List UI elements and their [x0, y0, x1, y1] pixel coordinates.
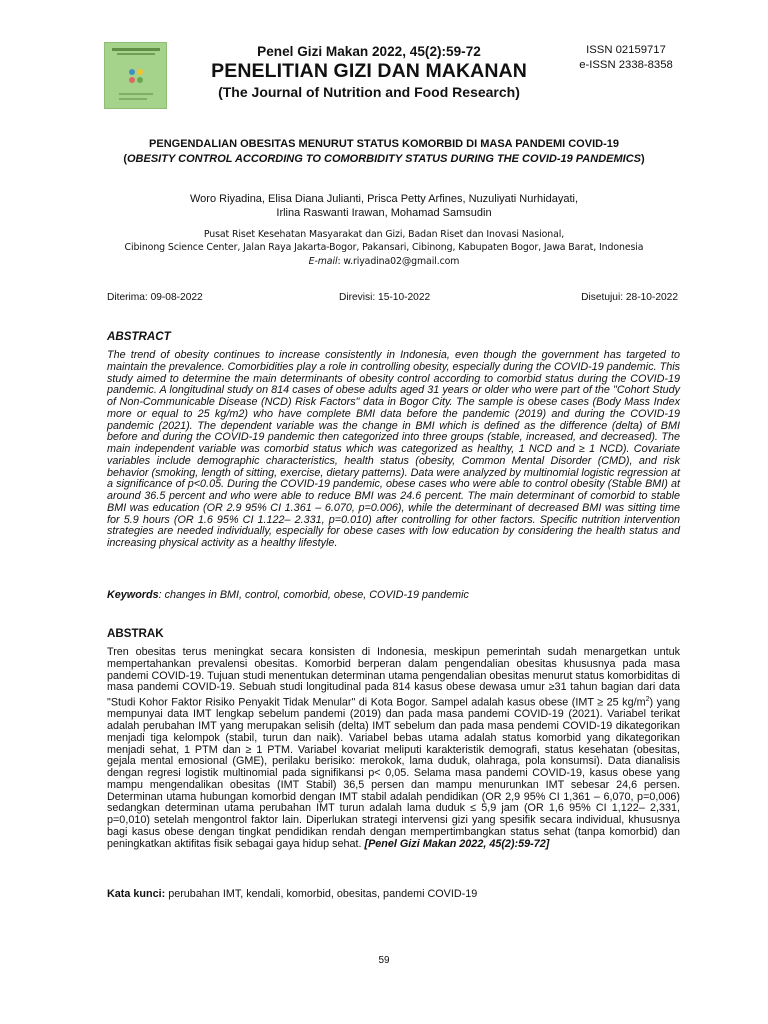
- keywords-en: [107, 589, 680, 601]
- cover-text-line: [119, 93, 153, 95]
- keywords-id: [107, 888, 680, 900]
- authors-line-1: Woro Riyadina, Elisa Diana Julianti, Prisca Petty Arfines, Nuzuliyati Nurhidayati,: [189, 193, 579, 205]
- date-accepted: Disetujui: 28-10-2022: [581, 292, 678, 303]
- article-title-en: [100, 152, 668, 167]
- affiliation: [80, 228, 688, 268]
- affiliation-line-2: Cibinong Science Center, Jalan Raya Jakarta-Bogor, Pakansari, Cibinong, Kabupaten Bogor, Jawa Barat, Indonesia: [124, 242, 644, 254]
- superscript-2: 2: [645, 696, 650, 703]
- title-en-open-paren: (: [123, 152, 127, 165]
- abstract-en-text: The trend of obesity continues to increase consistently in Indonesia, even though the government has targeted to maintain the prevalence. Comorbidities play a role in controlling obesity, especially during the COVID-19 pandemic. This study aimed to determine the main determinants of obesity control according to comorbid status during the COVID-19 pandemic. A longitudinal study on 814 cases of obese adults aged 31 years or older who were part of the "Cohort Study of Non-Communicable Disease (NCD) Risk Factors" data in Bogor City. The sample is obese cases (Body Mass Index more or equal to 25 kg/m2) who have complete BMI data before the pandemic (2019) and during the COVID-19 pandemic (2021). The dependent variable was the change in BMI which is defined as the difference (delta) of BMI before and during the COVID-19 pandemic then categorized into three groups (stable, increased, and decreased). The main independent variable was comorbid status which was categorized as healthy, 1 NCD and ≥ 1 NCD). Covariate variables include demographic characteristics, health status (obesity, Common Mental Disorder (CMD), and risk behavior (smoking, length of sitting, exercise, dietary patterns). Data were analyzed by multinomial logistic regression at a significance of p<0.05. During the COVID-19 pandemic, obese cases who were able to control obesity (Stable BMI) at around 36.5 percent and who were able to reduce BMI was 24.6 percent. The main determinant of comorbid to stable BMI was education (OR 2.9 95% CI 1.361 – 6.070, p=0.006), while the determinant of decreased BMI was sitting time for 5.9 hours (OR 1.6 95% CI 1.122– 2.331, p=0.010) after controlling for other factors. Specific nutrition intervention strategies are needed individually, especially for obese cases with low education by considering the health status and increasing physical activity as a healthy lifestyle.: [107, 349, 680, 549]
- article-title: [100, 137, 668, 166]
- author-list: [100, 193, 668, 220]
- email-label: E-mail: [308, 255, 338, 267]
- abstrak-citation: [Penel Gizi Makan 2022, 45(2):59-72]: [361, 837, 550, 850]
- eissn: e-ISSN 2338-8358: [579, 59, 673, 71]
- page-number: 59: [378, 955, 390, 966]
- cover-title-bar: [112, 48, 160, 51]
- cover-text-line: [119, 98, 147, 100]
- cover-logo-icon: [127, 67, 145, 85]
- email-line: [80, 255, 688, 268]
- abstrak-text: [107, 647, 680, 850]
- abstract-heading: ABSTRACT: [107, 330, 171, 343]
- keywords-label: Keywords: [107, 589, 159, 601]
- journal-name: PENELITIAN GIZI DAN MAKANAN: [211, 60, 527, 82]
- authors-line-2: Irlina Raswanti Irawan, Mohamad Samsudin: [276, 206, 492, 219]
- article-dates: [107, 292, 678, 306]
- article-title-en-text: OBESITY CONTROL ACCORDING TO COMORBIDITY STATUS DURING THE COVID-19 PANDEMICS: [127, 152, 641, 165]
- journal-citation: Penel Gizi Makan 2022, 45(2):59-72: [257, 44, 481, 59]
- affiliation-line-1: Pusat Riset Kesehatan Masyarakat dan Gizi, Badan Riset dan Inovasi Nasional,: [203, 229, 565, 240]
- email-address[interactable]: : w.riyadina02@gmail.com: [337, 255, 460, 267]
- keywords-list: : changes in BMI, control, comorbid, obese, COVID-19 pandemic: [158, 589, 469, 601]
- abstrak-text-part-2: ) yang mempunyai data IMT lengkap sebelum pandemi (2019) dan pada masa pandemi COVID-19 (2021). Variabel terikat adalah perubahan IMT yang merupakan selisih (delta) IMT sebelum dan pada masa pendemi COVID-19 dikategorikan menjadi tiga kelompok (stabil, turun dan naik). Variabel bebas utama adalah status komorbid yang dikategorikan menjadi sehat, 1 PTM dan ≥ 1 PTM. Variabel kovariat meliputi karakteristik demografi, status kesehatan (obesitas, gejala mental emosional (GME), perilaku berisiko: merokok, lama duduk, olahraga, pola konsumsi). Data dianalisis dengan regresi logistik multinomial pada signifikansi p< 0,05. Selama masa pandemi COVID-19, kasus obese yang mampu mengendalikan obesitas (IMT Stabil) 36,5 persen dan mampu menurunkan IMT sebesar 24,6 persen. Determinan utama hubungan komorbid dengan IMT stabil adalah pendidikan (OR 2,9 95% CI 1,361 – 6,070, p=0,006) sedangkan determinan utama perubahan IMT turun adalah lama duduk ≤ 5,9 jam (OR 1,6 95% CI 1,122– 2,331, p=0,010) setelah mengontrol faktor lain. Diperlukan strategi intervensi gizi yang spesifik secara individual, khususnya bagi kasus obese dengan tingkat pendidikan rendah dengan mempertimbangkan status sehat (tanpa komorbid) dan peningkatkan aktifitas fisik sebagai gaya hidup sehat.: [107, 696, 680, 850]
- abstrak-text-part-1: Tren obesitas terus meningkat secara konsisten di Indonesia, meskipun pemerintah sudah menargetkan untuk mempertahankan prevalensi obesitas. Komorbid berperan dalam pengendalian obesitas khususnya pada masa pandemi COVID-19. Tujuan studi menentukan determinan utama pengendalian obesitas menurut status komorbiditas di masa pandemi COVID-19. Sebuah studi longitudinal pada 814 kasus obese dewasa umur ≥31 tahun bagian dari data "Studi Kohor Faktor Risiko Penyakit Tidak Menular" di Kota Bogor. Sampel adalah kasus obese (IMT ≥ 25 kg/m: [107, 646, 680, 709]
- kata-kunci-label: Kata kunci:: [107, 888, 166, 900]
- kata-kunci-list: perubahan IMT, kendali, komorbid, obesitas, pandemi COVID-19: [165, 888, 478, 900]
- date-revised: Direvisi: 15-10-2022: [339, 292, 431, 303]
- journal-cover-image: [104, 42, 167, 109]
- cover-subtitle-bar: [117, 53, 155, 55]
- title-en-close-paren: ): [640, 152, 645, 165]
- issn-block: [566, 43, 686, 73]
- date-received: Diterima: 09-08-2022: [107, 292, 203, 303]
- abstrak-heading: ABSTRAK: [107, 627, 164, 640]
- issn: ISSN 02159717: [586, 44, 666, 56]
- article-title-id: PENGENDALIAN OBESITAS MENURUT STATUS KOMORBID DI MASA PANDEMI COVID-19: [149, 138, 619, 150]
- journal-subtitle: (The Journal of Nutrition and Food Research): [218, 84, 520, 100]
